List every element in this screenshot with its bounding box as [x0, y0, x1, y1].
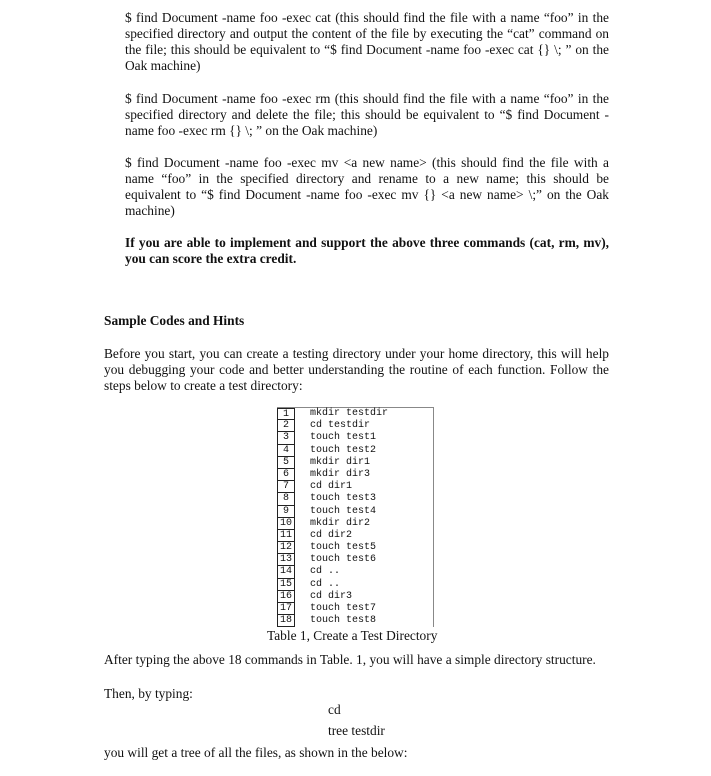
code-row — [277, 566, 433, 578]
line-number: 6 — [277, 469, 295, 481]
code-row — [277, 506, 433, 518]
code-row — [277, 432, 433, 444]
line-number: 14 — [277, 566, 295, 578]
line-number: 8 — [277, 493, 295, 505]
code-command: mkdir dir1 — [310, 456, 371, 468]
line-number: 18 — [277, 615, 295, 627]
code-command: touch test2 — [310, 444, 377, 456]
line-number: 17 — [277, 603, 295, 615]
line-number: 7 — [277, 481, 295, 493]
line-number: 9 — [277, 506, 295, 518]
code-command: touch test4 — [310, 505, 377, 517]
line-number: 2 — [277, 420, 295, 432]
code-row — [277, 615, 433, 627]
code-command: cd dir2 — [310, 529, 353, 541]
code-command: touch test1 — [310, 432, 377, 444]
result-text: you will get a tree of all the files, as shown in the below: — [104, 745, 408, 760]
paragraph-find-exec-rm: $ find Document -name foo -exec rm (this should find the file with a name “foo” in the specified directory and delete the file; this should be equivalent to “$ find Document -name foo -exec rm {} \; ” on the Oak machine) — [125, 91, 609, 138]
code-row — [277, 554, 433, 566]
code-command: mkdir dir2 — [310, 517, 371, 529]
code-command: cd .. — [310, 578, 341, 590]
code-command: touch test6 — [310, 554, 377, 566]
code-command: touch test5 — [310, 542, 377, 554]
code-command: cd dir1 — [310, 481, 353, 493]
line-number: 10 — [277, 518, 295, 530]
code-command: cd testdir — [310, 420, 371, 432]
line-number: 16 — [277, 591, 295, 603]
line-number: 3 — [277, 432, 295, 444]
command-tree-testdir: tree testdir — [328, 723, 385, 738]
line-number: 13 — [277, 554, 295, 566]
code-row — [277, 457, 433, 469]
section-intro: Before you start, you can create a testing directory under your home directory, this will help you debugging your code and better understanding the routine of each function. Follow the steps below to create a test directory: — [104, 346, 609, 393]
code-row — [277, 445, 433, 457]
code-row — [277, 481, 433, 493]
code-command: touch test3 — [310, 493, 377, 505]
code-row — [277, 542, 433, 554]
command-cd: cd — [328, 702, 341, 717]
paragraph-find-exec-mv: $ find Document -name foo -exec mv <a new name> (this should find the file with a name “foo” in the specified directory and rename to a new name; this should be equivalent to “$ find Document -name foo -exec mv {} <a new name> \;” on the Oak machine) — [125, 155, 609, 218]
section-heading: Sample Codes and Hints — [104, 313, 245, 328]
code-command: cd dir3 — [310, 590, 353, 602]
code-command: mkdir dir3 — [310, 468, 371, 480]
code-table — [277, 407, 434, 627]
then-typing-text: Then, by typing: — [104, 686, 193, 701]
code-row — [277, 469, 433, 481]
code-command: touch test7 — [310, 603, 377, 614]
code-row — [277, 579, 433, 591]
line-number: 1 — [277, 408, 295, 420]
code-row — [277, 591, 433, 603]
code-command: mkdir testdir — [310, 408, 389, 419]
code-row — [277, 420, 433, 432]
line-number: 15 — [277, 579, 295, 591]
line-number: 5 — [277, 457, 295, 469]
line-number: 4 — [277, 445, 295, 457]
code-command: cd .. — [310, 566, 341, 578]
code-row — [277, 530, 433, 542]
code-row — [277, 518, 433, 530]
line-number: 12 — [277, 542, 295, 554]
code-command: touch test8 — [310, 615, 377, 627]
paragraph-find-exec-cat: $ find Document -name foo -exec cat (this should find the file with a name “foo” in the specified directory and output the content of the file by executing the “cat” command on the file; this should be equivalent to “$ find Document -name foo -exec cat {} \; ” on the Oak machine) — [125, 10, 609, 73]
line-number: 11 — [277, 530, 295, 542]
after-paragraph: After typing the above 18 commands in Table. 1, you will have a simple directory structure. — [104, 652, 596, 667]
code-row — [277, 493, 433, 505]
code-row — [277, 603, 433, 615]
table-caption: Table 1, Create a Test Directory — [267, 628, 438, 643]
paragraph-extra-credit: If you are able to implement and support the above three commands (cat, rm, mv), you can score the extra credit. — [125, 235, 609, 266]
code-row — [277, 408, 433, 420]
